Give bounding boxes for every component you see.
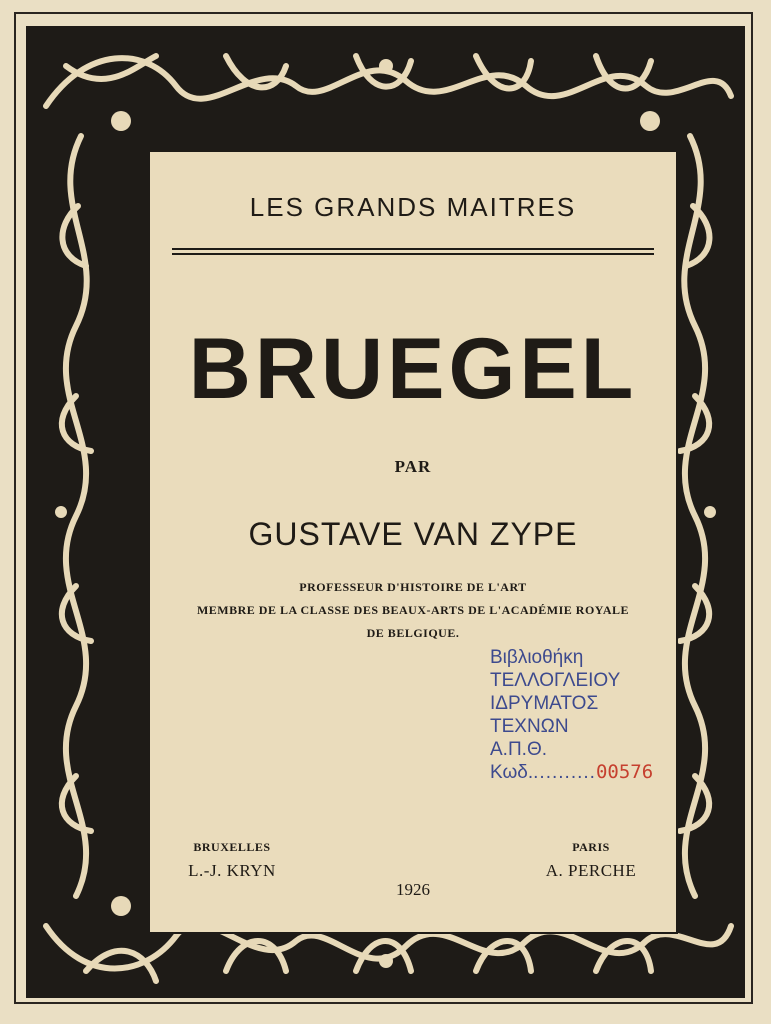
stamp-code-value: 00576 xyxy=(595,761,654,783)
double-rule-top xyxy=(172,248,654,250)
title-panel xyxy=(148,150,678,934)
stamp-line-4: ΤΕΧΝΩΝ xyxy=(490,716,569,737)
publisher-right-name: A. PERCHE xyxy=(545,861,637,880)
library-stamp xyxy=(490,646,660,784)
by-label: PAR xyxy=(394,457,432,476)
publisher-left-name: L.-J. KRYN xyxy=(188,861,276,880)
publisher-left xyxy=(172,840,292,881)
stamp-code-dots: .......... xyxy=(533,762,596,783)
author-credential-1: PROFESSEUR D'HISTOIRE DE L'ART xyxy=(299,580,527,594)
series-title: LES GRANDS MAITRES xyxy=(249,192,577,222)
publisher-left-city: BRUXELLES xyxy=(193,840,271,854)
double-rule-bottom xyxy=(172,253,654,255)
publication-year: 1926 xyxy=(396,880,430,899)
author-name: GUSTAVE VAN ZYPE xyxy=(248,516,578,552)
author-credential-3: DE BELGIQUE. xyxy=(366,626,460,640)
author-credential-2: MEMBRE DE LA CLASSE DES BEAUX-ARTS DE L'ACADÉMIE ROYALE xyxy=(196,603,630,617)
stamp-code-line xyxy=(490,761,660,784)
book-title: BRUEGEL xyxy=(188,321,638,417)
stamp-line-5: Α.Π.Θ. xyxy=(490,739,548,760)
publisher-right xyxy=(526,840,656,881)
ornamental-frame xyxy=(26,26,745,998)
stamp-line-1: Βιβλιοθήκη xyxy=(490,647,584,668)
stamp-line-2: ΤΕΛΛΟΓΛΕΙΟΥ xyxy=(490,670,621,691)
publisher-right-city: PARIS xyxy=(572,840,610,854)
stamp-code-label: Κωδ. xyxy=(490,762,534,783)
stamp-line-3: ΙΔΡΥΜΑΤΟΣ xyxy=(490,693,599,714)
